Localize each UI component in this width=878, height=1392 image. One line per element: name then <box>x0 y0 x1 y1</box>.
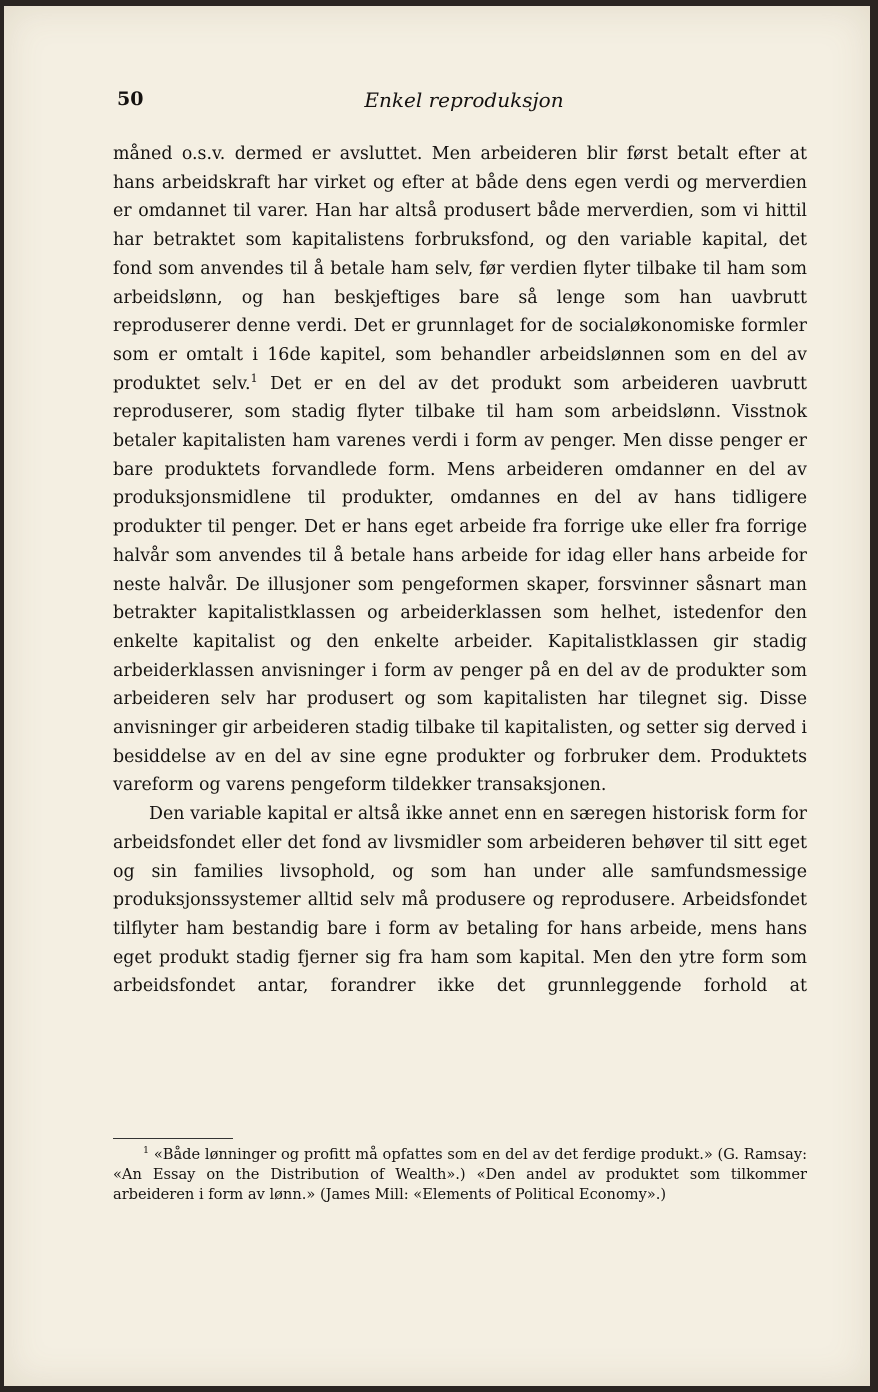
paragraph <box>113 140 807 800</box>
running-title: Enkel reproduksjon <box>364 88 564 112</box>
footnote-marker: 1 <box>143 1145 150 1157</box>
paragraph-text: Det er en del av det produkt som arbeideren uavbrutt reproduserer, som stadig flyter tilbake til ham som arbeidslønn. Visstnok betaler kapitalisten ham varenes verdi i form av penger. Men disse penger er bare produktets forvandlede form. Mens arbeideren omdanner en del av produksjonsmidlene til produkter, omdannes en del av hans tidligere produkter til penger. Det er hans eget arbeide fra forrige uke eller fra forrige halvår som anvendes til å betale hans arbeide for idag eller hans arbeide for neste halvår. De illusjoner som pengeformen skaper, forsvinner såsnart man betrakter kapitalistklassen og arbeiderklassen som helhet, istedenfor den enkelte kapitalist og den enkelte arbeider. Kapitalistklassen gir stadig arbeiderklassen anvisninger i form av penger på en del av de produkter som arbeideren selv har produsert og som kapitalisten har tilegnet sig. Disse anvisninger gir arbeideren stadig tilbake til kapitalisten, og setter sig derved i besiddelse av en del av sine egne produkter og forbruker dem. Produktets vareform og varens pengeform tildekker transaksjonen. <box>113 373 808 796</box>
paragraph-text: måned o.s.v. dermed er avsluttet. Men arbeideren blir først betalt efter at hans arbeidskraft har virket og efter at både dens egen verdi og merverdien er omdannet til varer. Han har altså produsert både merverdien, som vi hittil har betraktet som kapitalistens forbruksfond, og den variable kapital, det fond som anvendes til å betale ham selv, før verdien flyter tilbake til ham som arbeidslønn, og han beskjeftiges bare så lenge som han uavbrutt reproduserer denne verdi. Det er grunnlaget for de socialøkonomiske formler som er omtalt i 16de kapitel, som behandler arbeidslønnen som en del av produktet selv. <box>113 144 807 394</box>
page-header <box>117 88 811 118</box>
paragraph: Den variable kapital er altså ikke annet enn en særegen historisk form for arbeidsfondet eller det fond av livsmidler som arbeideren behøver til sitt eget og sin families livsophold, og som han under alle samfundsmessige produksjonssystemer alltid selv må produsere og reprodusere. Arbeidsfondet tilflyter ham bestandig bare i form av betaling for hans arbeide, mens hans eget produkt stadig fjerner sig fra ham som kapital. Men den ytre form som arbeidsfondet antar, forandrer ikke det grunnleggende forhold at <box>113 804 807 997</box>
footnotes <box>113 1145 807 1206</box>
footnote-text: «Både lønninger og profitt må opfattes som en del av det ferdige produkt.» (G. Ramsay: «An Essay on the Distribution of Wealth».) «Den andel av produktet som tilkommer arbeideren i form av lønn.» (James Mill: «Elements of Political Economy».) <box>113 1146 807 1204</box>
footnote-reference: 1 <box>250 371 258 385</box>
page-number: 50 <box>117 88 144 110</box>
footnote <box>113 1145 807 1206</box>
footnote-divider <box>113 1138 233 1139</box>
body-text <box>113 140 807 1001</box>
